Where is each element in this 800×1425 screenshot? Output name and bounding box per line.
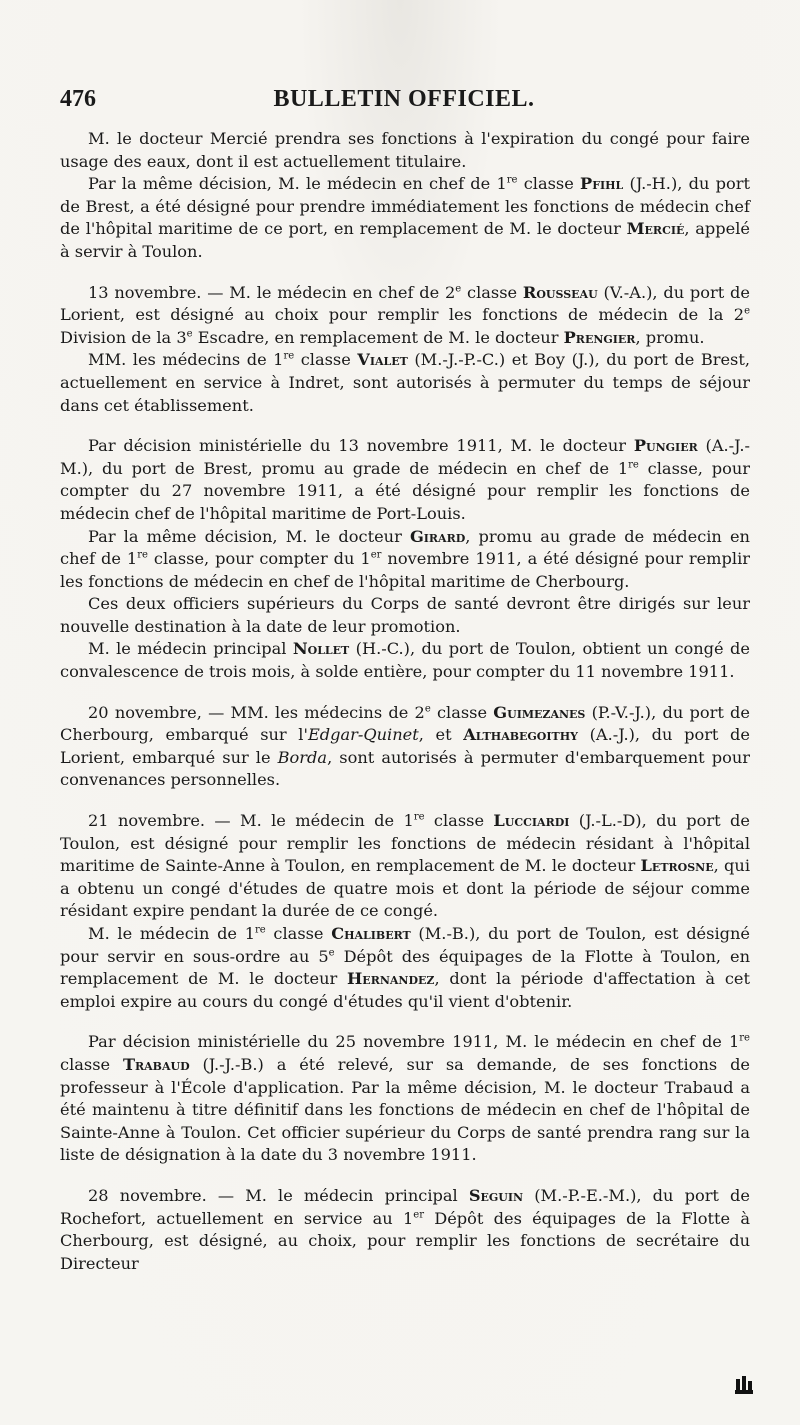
- text-run: (P.-V.-J.), du port de Cherbourg, embarqué sur l': [60, 702, 750, 745]
- ordinal-suffix: re: [739, 1032, 750, 1044]
- text-run: 13 novembre. — M. le médecin en chef de 2: [88, 282, 456, 302]
- text-run: classe: [424, 811, 494, 831]
- surname: Girard: [409, 526, 466, 546]
- surname: Seguin: [468, 1185, 524, 1205]
- ordinal-suffix: re: [628, 459, 639, 471]
- text-run: Par décision ministérielle du 13 novembre 1911, M. le docteur: [88, 436, 634, 456]
- ordinal-suffix: e: [186, 328, 193, 340]
- ordinal-suffix: e: [424, 703, 431, 715]
- page-header: [60, 86, 748, 122]
- ordinal-suffix: re: [137, 549, 148, 561]
- ordinal-suffix: e: [744, 305, 750, 317]
- text-run: , qui a obtenu un congé d'études de quatre mois et dont la période de séjour comme résidant expire pendant la durée de ce congé.: [60, 856, 750, 921]
- surname: Vialet: [357, 350, 408, 370]
- paragraph: [60, 526, 750, 594]
- paragraph: [60, 173, 750, 263]
- text-run: Escadre, en remplacement de M. le docteur: [192, 327, 564, 347]
- text-run: (M.-J.-P.-C.) et Boy (J.), du port de Brest, actuellement en service à Indret, sont autorisés à permuter du temps de séjour dans cet établissement.: [60, 350, 750, 415]
- paragraph: [60, 702, 750, 792]
- text-run: classe: [430, 702, 494, 722]
- ordinal-suffix: re: [255, 924, 266, 936]
- surname: Rousseau: [522, 282, 598, 302]
- surname: Letrosne: [640, 856, 714, 876]
- text-run: M. le docteur Mercié prendra ses fonctions à l'expiration du congé pour faire usage des eaux, dont il est actuellement titulaire.: [60, 129, 750, 171]
- text-run: , dont la période d'affectation à cet emploi expire au cours du congé d'études qu'il vient d'obtenir.: [60, 969, 750, 1011]
- surname: Pungier: [633, 436, 698, 456]
- text-run: 28 novembre. — M. le médecin principal: [88, 1185, 469, 1205]
- paragraph: [60, 128, 750, 173]
- text-run: classe, pour compter du 27 novembre 1911, a été désigné pour remplir les fonctions de médecin chef de l'hôpital maritime de Port-Louis.: [60, 458, 750, 523]
- ordinal-suffix: re: [506, 174, 518, 186]
- text-run: 21 novembre. — M. le médecin de 1: [88, 811, 414, 831]
- ordinal-suffix: e: [455, 283, 462, 295]
- text-run: Dépôt des équipages de la Flotte à Toulon, en remplacement de M. le docteur: [60, 946, 750, 989]
- text-run: (A.-J.-M.), du port de Brest, promu au grade de médecin en chef de 1: [60, 436, 750, 478]
- surname: Pfihl: [580, 174, 624, 194]
- printer-mark-icon: [734, 1373, 754, 1395]
- paragraph: [60, 638, 750, 683]
- surname: Lucciardi: [493, 811, 570, 831]
- paragraph: [60, 282, 750, 350]
- paragraph: [60, 349, 750, 417]
- text-run: classe: [60, 1054, 123, 1074]
- text-run: Ces deux officiers supérieurs du Corps de santé devront être dirigés sur leur nouvelle destination à la date de leur promotion.: [60, 594, 750, 636]
- ship-name: Borda: [277, 747, 328, 767]
- ordinal-suffix: er: [413, 1209, 424, 1221]
- text-run: , appelé à servir à Toulon.: [60, 219, 750, 261]
- text-run: classe: [294, 350, 358, 370]
- text-run: classe, pour compter du 1: [147, 549, 371, 569]
- text-run: (J.-L.-D), du port de Toulon, est désigné pour remplir les fonctions de médecin résidant à l'hôpital maritime de Sainte-Anne à Toulon, en remplacement de M. le docteur: [60, 811, 750, 876]
- text-run: (V.-A.), du port de Lorient, est désigné au choix pour remplir les fonctions de médecin de la 2: [60, 282, 751, 325]
- ordinal-suffix: re: [283, 350, 295, 362]
- paragraph: [60, 1031, 750, 1167]
- paragraph: [60, 810, 750, 923]
- surname: Trabaud: [122, 1054, 190, 1074]
- surname: Prengier: [563, 327, 636, 347]
- text-run: M. le médecin de 1: [88, 924, 255, 943]
- text-run: classe: [517, 174, 581, 194]
- paragraph: [60, 923, 750, 1013]
- text-run: Dépôt des équipages de la Flotte à Cherbourg, est désigné, au choix, pour remplir les fonctions de secrétaire du Directeur: [60, 1208, 750, 1273]
- running-head-title: BULLETIN OFFICIEL.: [273, 86, 535, 112]
- paragraph: [60, 593, 750, 638]
- surname: Chalibert: [331, 924, 411, 943]
- text-run: (M.-P.-E.-M.), du port de Rochefort, actuellement en service au 1: [60, 1185, 751, 1228]
- text-run: MM. les médecins de 1: [88, 350, 284, 370]
- text-run: Par la même décision, M. le médecin en chef de 1: [88, 174, 507, 194]
- ordinal-suffix: re: [413, 811, 425, 823]
- surname: Mercié: [626, 219, 685, 239]
- text-run: M. le médecin principal: [88, 639, 293, 659]
- paragraph: [60, 435, 750, 525]
- paragraph: [60, 1185, 750, 1275]
- text-run: , promu.: [635, 327, 705, 347]
- ordinal-suffix: e: [328, 947, 335, 959]
- text-run: (H.-C.), du port de Toulon, obtient un congé de convalescence de trois mois, à solde entière, pour compter du 11 novembre 1911.: [60, 639, 750, 682]
- surname: Althabegoithy: [463, 725, 578, 745]
- text-run: 20 novembre, — MM. les médecins de 2: [88, 702, 425, 722]
- surname: Nollet: [292, 639, 350, 659]
- text-run: (J.-H.), du port de Brest, a été désigné pour prendre immédiatement les fonctions de médecin chef de l'hôpital maritime de ce port, en remplacement de M. le docteur: [60, 174, 750, 239]
- page-number: 476: [60, 86, 96, 112]
- ordinal-suffix: er: [370, 549, 382, 561]
- text-run: (J.-J.-B.) a été relevé, sur sa demande, de ses fonctions de professeur à l'École d'application. Par la même décision, M. le docteur Trabaud a été maintenu à titre définitif dans les fonctions de médecin en chef de l'hôpital de Sainte-Anne à Toulon. Cet officier supérieur du Corps de santé prendra rang sur la liste de désignation à la date du 3 novembre 1911.: [60, 1054, 751, 1165]
- text-run: (A.-J.), du port de Lorient, embarqué sur le: [60, 725, 750, 767]
- text-run: Par la même décision, M. le docteur: [88, 526, 410, 546]
- text-run: novembre 1911, a été désigné pour remplir les fonctions de médecin en chef de l'hôpital maritime de Cherbourg.: [60, 549, 750, 591]
- text-run: classe: [265, 924, 332, 943]
- document-body: [60, 128, 750, 1275]
- text-run: Division de la 3: [60, 327, 187, 347]
- text-run: classe: [461, 282, 523, 302]
- text-run: , sont autorisés à permuter d'embarquement pour convenances personnelles.: [60, 747, 750, 790]
- text-run: , promu au grade de médecin en chef de 1: [60, 526, 750, 569]
- text-run: Par décision ministérielle du 25 novembre 1911, M. le médecin en chef de 1: [88, 1032, 740, 1052]
- ship-name: Edgar-Quinet: [307, 725, 419, 745]
- text-run: , et: [418, 725, 464, 745]
- text-run: (M.-B.), du port de Toulon, est désigné pour servir en sous-ordre au 5: [60, 924, 750, 966]
- surname: Hernandez: [347, 969, 435, 989]
- surname: Guimezanes: [493, 702, 586, 722]
